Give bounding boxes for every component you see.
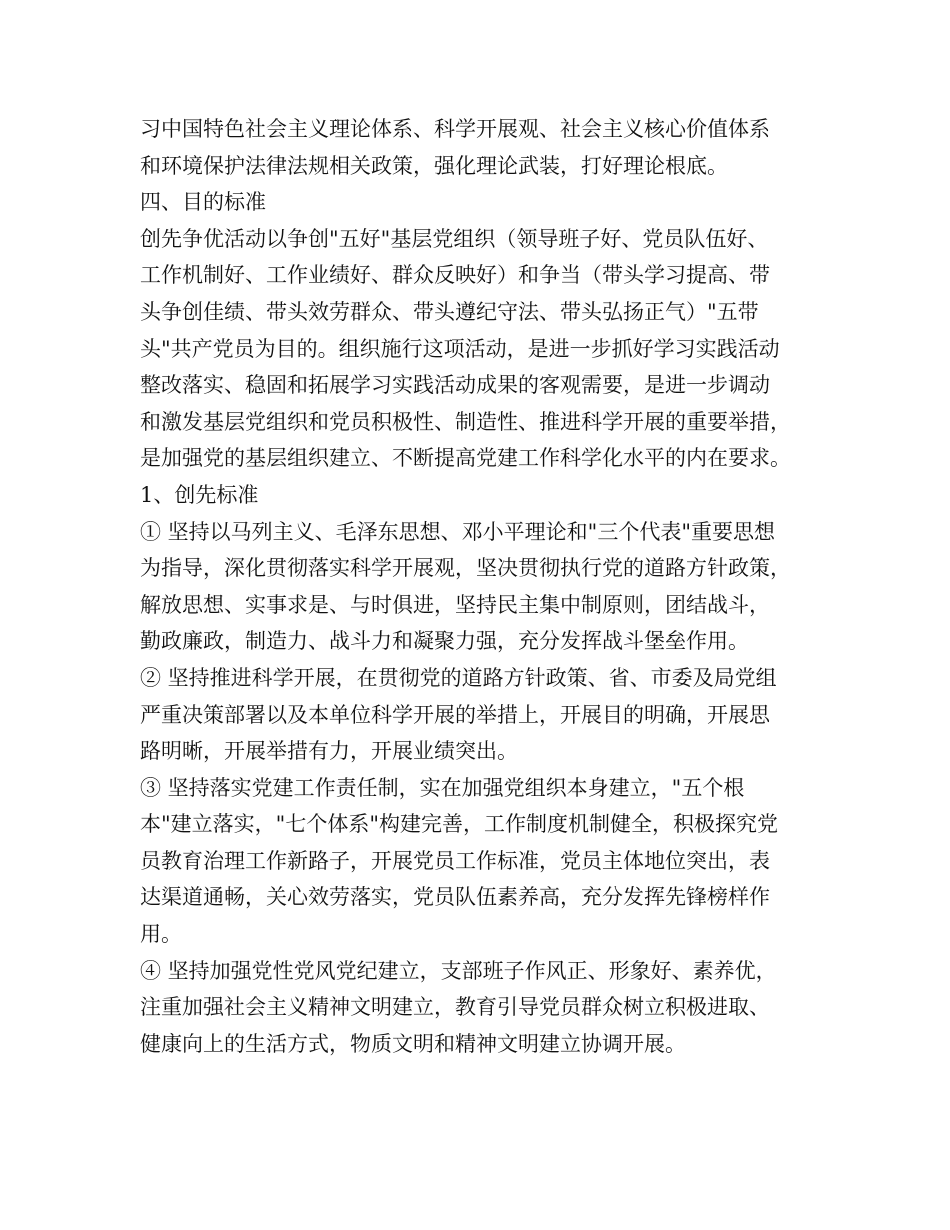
text-line: ① 坚持以马列主义、毛泽东思想、邓小平理论和"三个代表"重要思想 [140, 519, 775, 544]
text-line: 勤政廉政，制造力、战斗力和凝聚力强，充分发挥战斗堡垒作用。 [140, 629, 749, 654]
text-line: 为指导，深化贯彻落实科学开展观，坚决贯彻执行党的道路方针政策， [140, 556, 791, 581]
text-line: 达渠道通畅，关心效劳落实，党员队伍素养高，充分发挥先锋榜样作 [140, 885, 770, 910]
text-line: ④ 坚持加强党性党风党纪建立，支部班子作风正、形象好、素养优， [140, 958, 777, 983]
document-body [140, 111, 840, 1062]
text-line: ② 坚持推进科学开展，在贯彻党的道路方针政策、省、市委及局党组 [140, 665, 777, 690]
text-line: 和激发基层党组织和党员积极性、制造性、推进科学开展的重要举措， [140, 409, 791, 434]
text-line: 和环境保护法律法规相关政策，强化理论武装，打好理论根底。 [140, 153, 728, 178]
text-line: 整改落实、稳固和拓展学习实践活动成果的客观需要，是进一步调动 [140, 373, 770, 398]
text-line: 健康向上的生活方式，物质文明和精神文明建立协调开展。 [140, 1031, 686, 1056]
text-line: 工作机制好、工作业绩好、群众反映好）和争当（带头学习提高、带 [140, 263, 770, 288]
text-line: 创先争优活动以争创"五好"基层党组织（领导班子好、党员队伍好、 [140, 226, 769, 251]
text-line: 解放思想、实事求是、与时俱进，坚持民主集中制原则，团结战斗， [140, 592, 770, 617]
text-line: 本"建立落实，"七个体系"构建完善，工作制度机制健全，积极探究党 [140, 812, 778, 837]
text-line: 习中国特色社会主义理论体系、科学开展观、社会主义核心价值体系 [140, 117, 770, 141]
text-line: ③ 坚持落实党建工作责任制，实在加强党组织本身建立，"五个根 [140, 775, 745, 800]
subsection-heading: 1、创先标准 [140, 482, 259, 507]
text-line: 头"共产党员为目的。组织施行这项活动，是进一步抓好学习实践活动 [140, 336, 780, 361]
text-line: 员教育治理工作新路子，开展党员工作标准，党员主体地位突出，表 [140, 848, 770, 873]
text-line: 注重加强社会主义精神文明建立，教育引导党员群众树立积极进取、 [140, 995, 770, 1020]
text-line: 头争创佳绩、带头效劳群众、带头遵纪守法、带头弘扬正气）"五带 [140, 299, 759, 324]
text-line: 严重决策部署以及本单位科学开展的举措上，开展目的明确，开展思 [140, 702, 770, 727]
text-line: 路明晰，开展举措有力，开展业绩突出。 [140, 739, 518, 764]
text-line: 用。 [140, 922, 182, 947]
text-line: 是加强党的基层组织建立、不断提高党建工作科学化水平的内在要求。 [140, 446, 791, 471]
section-heading: 四、目的标准 [140, 190, 266, 215]
